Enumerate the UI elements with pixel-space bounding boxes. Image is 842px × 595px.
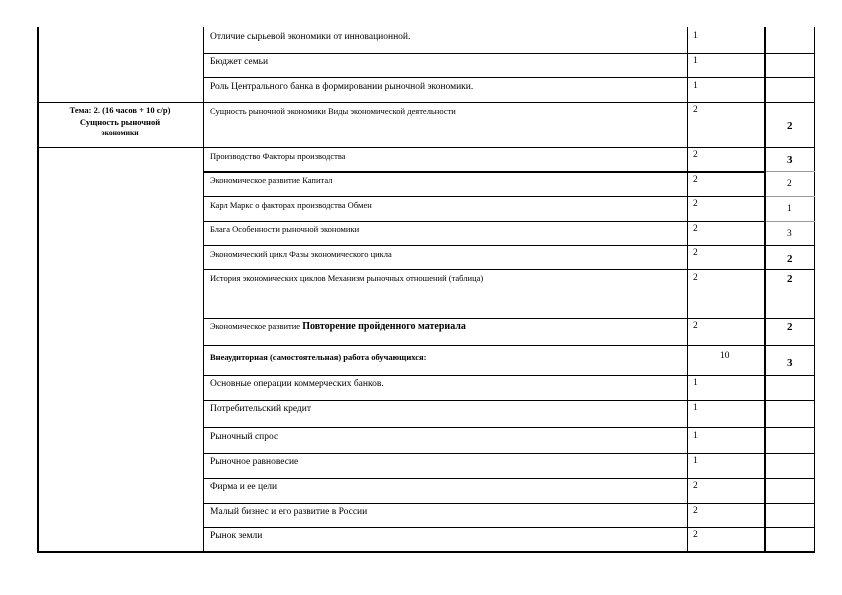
table-row-text: Основные операции коммерческих банков. [210, 379, 384, 389]
topic-title [40, 104, 200, 138]
row-divider [766, 196, 815, 197]
table-border-right [814, 27, 815, 553]
table-row-level: 2 [787, 120, 793, 132]
table-row-hours: 2 [693, 150, 698, 160]
row-divider [204, 453, 815, 454]
table-row-level: 2 [787, 253, 793, 265]
row-divider [204, 375, 815, 376]
table-row-text: Рыночное равновесие [210, 457, 299, 467]
row-divider [766, 171, 815, 172]
table-row-level: 1 [787, 204, 792, 214]
table-row-text-bold: Повторение пройденного материала [302, 321, 466, 332]
table-row-level: 3 [787, 229, 792, 239]
row-divider [204, 503, 815, 504]
column-divider-level [764, 27, 766, 553]
row-divider [204, 171, 766, 173]
row-divider [204, 318, 815, 319]
table-row-text: Экономическое развитие Капитал [210, 175, 333, 185]
table-row-text: Блага Особенности рыночной экономики [210, 224, 360, 234]
table-row-hours: 1 [693, 31, 698, 41]
row-divider [204, 400, 815, 401]
table-row-hours: 1 [693, 431, 698, 441]
table-row-hours: 1 [693, 81, 698, 91]
table-row-text: Экономический цикл Фазы экономического цикла [210, 249, 392, 259]
table-row-text: Карл Маркс о факторах производства Обмен [210, 200, 372, 210]
table-row-text: Внеаудиторная (самостоятельная) работа обучающихся: [210, 352, 427, 362]
table-row-hours: 10 [720, 351, 730, 361]
table-row-hours: 2 [693, 248, 698, 258]
table-row-hours: 2 [693, 105, 698, 115]
topic-line: Сущность рыночной [79, 117, 161, 127]
table-row-text: Отличие сырьевой экономики от инновационной. [210, 32, 411, 42]
table-border-bottom [37, 551, 815, 553]
topic-line: экономики [101, 128, 139, 137]
table-row-hours: 2 [693, 530, 698, 540]
row-divider [204, 245, 815, 246]
table-row-text: Фирма и ее цели [210, 482, 278, 492]
table-row-hours: 1 [693, 403, 698, 413]
row-divider [204, 527, 815, 528]
table-row-level: 2 [787, 179, 792, 189]
table-row-text: Производство Факторы производства [210, 151, 346, 161]
table-row-hours: 2 [693, 273, 698, 283]
table-row-text: Рыночный спрос [210, 432, 279, 442]
table-row-text: Малый бизнес и его развитие в России [210, 507, 368, 517]
table-row-hours: 2 [693, 175, 698, 185]
column-divider-topic [203, 27, 204, 553]
row-divider [766, 221, 815, 222]
table-row-text: Сущность рыночной экономики Виды экономической деятельности [210, 106, 456, 116]
row-divider [204, 427, 815, 428]
row-divider [204, 478, 815, 479]
table-row-hours: 2 [693, 321, 698, 331]
table-row-level: 2 [787, 321, 793, 333]
topic-line: Тема: 2. (16 часов + 10 с/р) [69, 105, 171, 115]
table-row-text: Роль Центрального банка в формировании рыночной экономики. [210, 82, 474, 92]
row-divider [204, 53, 815, 54]
row-divider [37, 102, 815, 103]
table-row-level: 3 [787, 357, 793, 369]
table-row-text [210, 321, 466, 332]
table-row-text: Рынок земли [210, 531, 263, 541]
table-row-hours: 2 [693, 481, 698, 491]
row-divider [204, 269, 815, 270]
table-row-hours: 1 [693, 56, 698, 66]
row-divider [204, 77, 815, 78]
row-divider [204, 221, 815, 222]
table-row-text: Потребительский кредит [210, 404, 311, 414]
table-row-level: 3 [787, 154, 793, 166]
table-row-text: История экономических циклов Механизм рыночных отношений (таблица) [210, 273, 484, 283]
table-row-hours: 2 [693, 506, 698, 516]
table-row-hours: 2 [693, 199, 698, 209]
table-row-hours: 2 [693, 224, 698, 234]
row-divider [37, 147, 815, 148]
table-row-hours: 1 [693, 378, 698, 388]
row-divider [204, 196, 815, 197]
table-row-hours: 1 [693, 456, 698, 466]
table-row-level: 2 [787, 273, 793, 285]
table-row-text: Бюджет семьи [210, 57, 269, 67]
row-divider [204, 345, 815, 346]
column-divider-hours [687, 27, 688, 553]
table-border-left [37, 27, 39, 553]
table-row-text-normal: Экономическое развитие [210, 321, 303, 331]
